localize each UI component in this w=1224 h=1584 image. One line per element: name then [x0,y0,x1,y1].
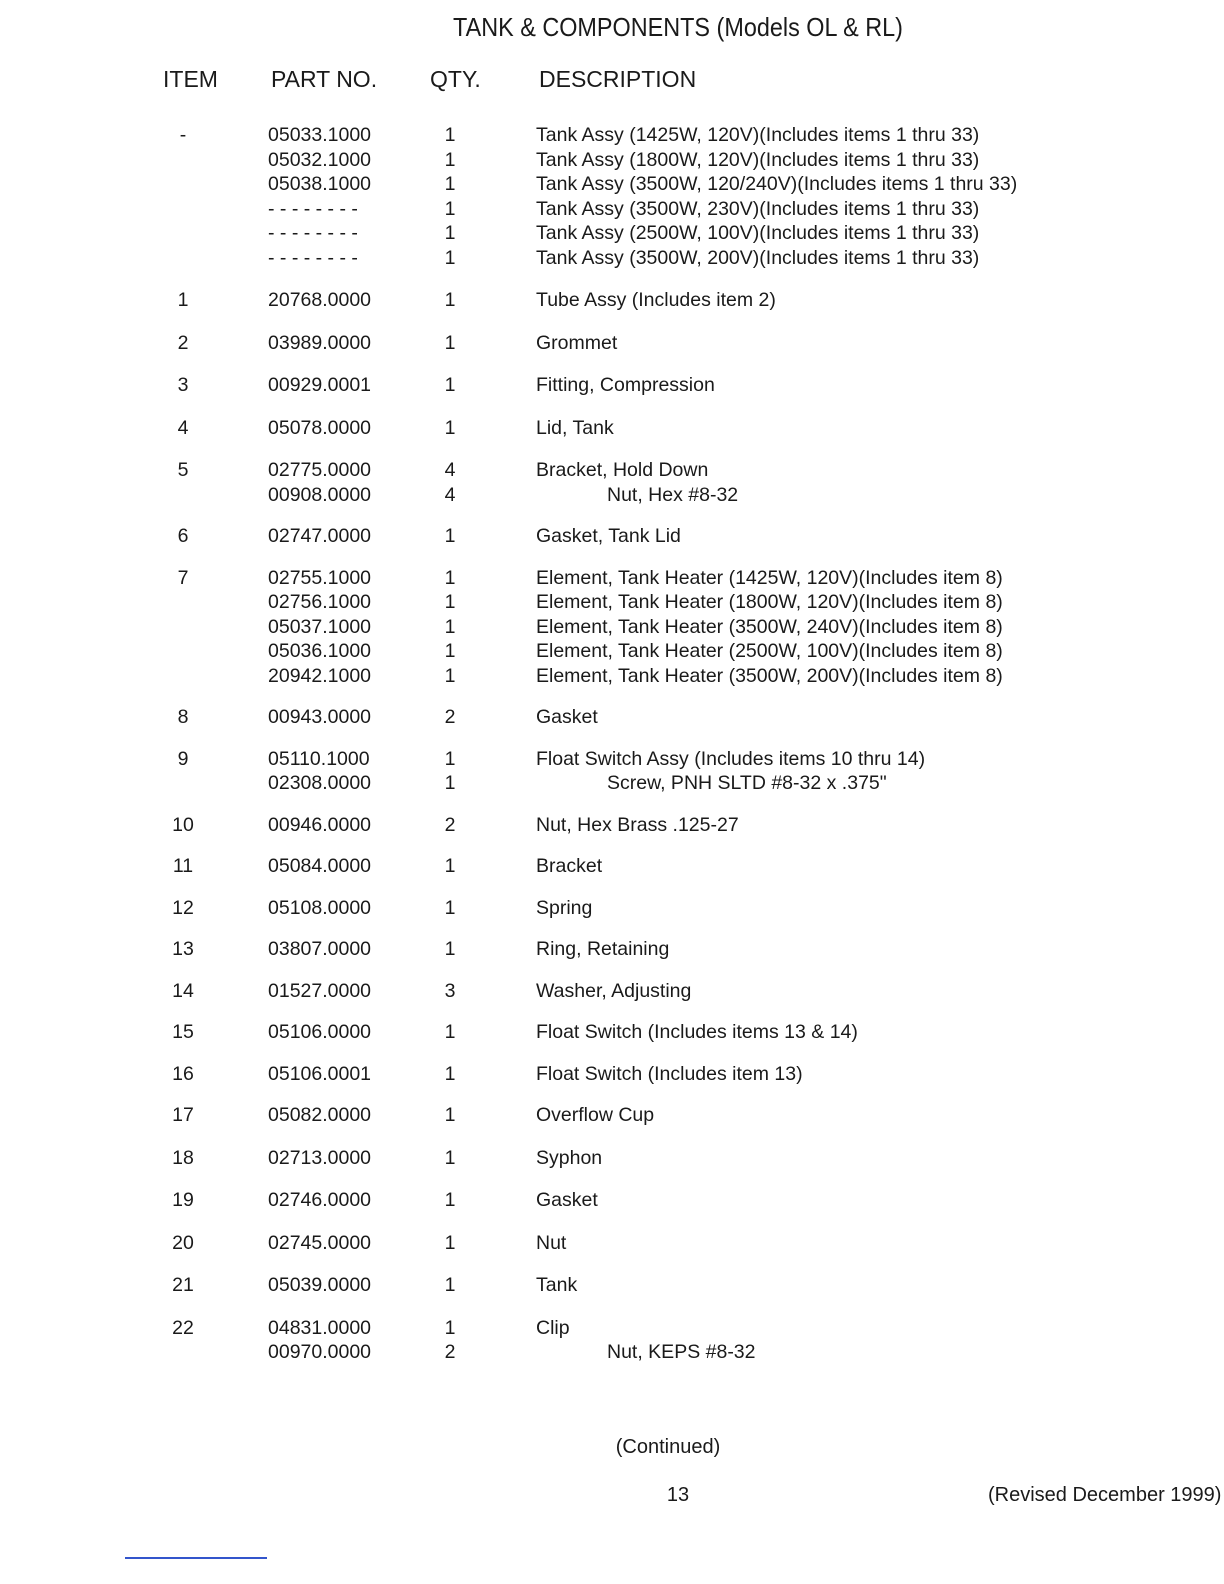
quantity: 1 [444,331,456,354]
list-item [0,524,1224,549]
part-number: 05082.0000 [268,1104,372,1126]
quantity: 1 [444,615,456,638]
item-number: 2 [177,331,189,354]
table-row [0,705,1224,730]
part-number: 02745.0000 [268,1231,372,1254]
item-number: 18 [172,1146,194,1169]
quantity: 1 [444,640,456,662]
table-row [0,1062,1224,1087]
table-row [0,854,1224,879]
part-number: - - - - - - - - [268,246,358,269]
part-number: 02755.1000 [268,566,372,589]
list-item [0,937,1224,962]
item-number: 7 [177,566,189,589]
list-item [0,197,1224,222]
description: Tank Assy (3500W, 230V)(Includes items 1 thru 33) [536,197,980,220]
description: Tank Assy (1800W, 120V)(Includes items 1 thru 33) [536,148,980,171]
quantity: 1 [444,246,456,269]
table-row [0,1103,1224,1128]
quantity: 1 [444,1104,456,1126]
description: Nut, Hex #8-32 [607,483,739,506]
list-item [0,288,1224,313]
parts-list [0,106,1224,1365]
table-row [0,979,1224,1004]
part-number: 05078.0000 [268,416,372,439]
description: Bracket, Hold Down [536,459,709,481]
description: Nut, KEPS #8-32 [607,1341,756,1363]
item-number: 8 [177,706,189,728]
description: Float Switch (Includes items 13 & 14) [536,1021,858,1043]
quantity: 1 [444,591,456,613]
list-item [0,639,1224,664]
table-row [0,288,1224,313]
quantity: 1 [444,1231,456,1254]
part-number: 02746.0000 [268,1189,372,1211]
revision-note: (Revised December 1999) [988,1484,1222,1506]
part-number: 00929.0001 [268,374,372,396]
quantity: 1 [444,1021,456,1043]
table-row [0,747,1224,796]
list-item [0,1146,1224,1171]
description: Spring [536,896,593,919]
description: Element, Tank Heater (3500W, 200V)(Includes item 8) [536,664,1003,687]
list-item [0,1316,1224,1341]
table-row [0,1020,1224,1045]
part-number: 02713.0000 [268,1146,372,1169]
quantity: 1 [444,374,456,396]
description: Gasket [536,706,598,728]
list-item [0,854,1224,879]
description: Float Switch Assy (Includes items 10 thru 14) [536,747,926,770]
table-row [0,1316,1224,1365]
list-item [0,979,1224,1004]
header-part-no: PART NO. [271,66,378,92]
table-row [0,937,1224,962]
footer-rule [125,1557,267,1559]
description: Tank [536,1274,578,1296]
part-number: 05106.0000 [268,1021,372,1043]
list-item [0,483,1224,508]
list-item [0,1273,1224,1298]
item-number: 4 [177,416,189,439]
item-number: 13 [172,938,194,960]
part-number: 05110.1000 [268,747,370,770]
item-number: 12 [172,896,194,919]
table-row [0,524,1224,549]
part-number: 02775.0000 [268,459,372,481]
item-number: 5 [177,459,189,481]
list-item [0,615,1224,640]
list-item [0,896,1224,921]
description: Tube Assy (Includes item 2) [536,289,776,311]
quantity: 1 [444,566,456,589]
item-number: 1 [177,289,189,311]
page-title: TANK & COMPONENTS (Models OL & RL) [453,12,903,42]
list-item [0,1020,1224,1045]
item-number: 9 [177,747,189,770]
part-number: 05032.1000 [268,148,372,171]
table-row [0,1273,1224,1298]
part-number: - - - - - - - - [268,222,358,244]
quantity: 2 [444,813,456,836]
quantity: 1 [444,416,456,439]
part-number: 00908.0000 [268,483,372,506]
item-number: 21 [172,1274,194,1296]
quantity: 1 [444,772,456,794]
quantity: 1 [444,896,456,919]
description: Tank Assy (3500W, 200V)(Includes items 1 thru 33) [536,246,980,269]
list-item [0,331,1224,356]
part-number: 05033.1000 [268,124,372,146]
table-row [0,896,1224,921]
list-item [0,172,1224,197]
item-number: 16 [172,1062,194,1085]
description: Element, Tank Heater (1425W, 120V)(Includes item 8) [536,566,1003,589]
page-number: 13 [666,1484,690,1506]
part-number: - - - - - - - - [268,197,358,220]
table-row [0,373,1224,398]
quantity: 4 [444,483,456,506]
description: Tank Assy (3500W, 120/240V)(Includes items 1 thru 33) [536,173,1018,195]
quantity: 2 [444,1341,456,1363]
table-row [0,813,1224,838]
item-number: 20 [172,1231,194,1254]
part-number: 02747.0000 [268,525,372,547]
table-row [0,331,1224,356]
description: Nut, Hex Brass .125-27 [536,813,739,836]
quantity: 1 [444,289,456,311]
part-number: 05036.1000 [268,640,372,662]
table-row [0,416,1224,441]
list-item [0,221,1224,246]
description: Screw, PNH SLTD #8-32 x .375" [607,772,887,794]
part-number: 05037.1000 [268,615,372,638]
description: Element, Tank Heater (1800W, 120V)(Includes item 8) [536,591,1003,613]
item-number: 19 [172,1189,194,1211]
quantity: 2 [444,706,456,728]
description: Tank Assy (1425W, 120V)(Includes items 1 thru 33) [536,124,980,146]
description: Gasket [536,1189,598,1211]
item-number: 15 [172,1021,194,1043]
quantity: 1 [444,148,456,171]
header-description: DESCRIPTION [539,66,697,92]
item-number: 3 [177,374,189,396]
table-row [0,1188,1224,1213]
quantity: 1 [444,124,456,146]
part-number: 00946.0000 [268,813,372,836]
list-item [0,1103,1224,1128]
part-number: 00943.0000 [268,706,372,728]
description: Overflow Cup [536,1104,655,1126]
quantity: 1 [444,525,456,547]
list-item [0,458,1224,483]
description: Ring, Retaining [536,938,670,960]
quantity: 1 [444,938,456,960]
part-number: 05108.0000 [268,896,372,919]
quantity: 1 [444,222,456,244]
list-item [0,373,1224,398]
quantity: 1 [444,1189,456,1211]
list-item [0,705,1224,730]
part-number: 02756.1000 [268,591,372,613]
part-number: 05039.0000 [268,1274,372,1296]
list-item [0,1231,1224,1256]
description: Fitting, Compression [536,374,715,396]
list-item [0,1062,1224,1087]
continued-note: (Continued) [615,1436,721,1458]
quantity: 1 [444,1146,456,1169]
header-qty: QTY. [430,66,481,92]
part-number: 03989.0000 [268,331,372,354]
quantity: 3 [444,979,456,1002]
table-row [0,458,1224,507]
part-number: 20942.1000 [268,664,372,687]
quantity: 1 [444,855,456,877]
list-item [0,566,1224,591]
part-number: 04831.0000 [268,1316,372,1339]
item-number: - [179,124,187,146]
table-row [0,566,1224,689]
description: Gasket, Tank Lid [536,525,681,547]
list-item [0,1188,1224,1213]
list-item [0,148,1224,173]
part-number: 02308.0000 [268,772,372,794]
list-item [0,1340,1224,1365]
item-number: 14 [172,979,194,1002]
description: Nut [536,1231,567,1254]
part-number: 00970.0000 [268,1341,372,1363]
quantity: 1 [444,197,456,220]
list-item [0,771,1224,796]
quantity: 1 [444,1062,456,1085]
part-number: 05084.0000 [268,855,372,877]
table-row [0,1231,1224,1256]
quantity: 4 [444,459,456,481]
list-item [0,813,1224,838]
description: Element, Tank Heater (3500W, 240V)(Includes item 8) [536,615,1003,638]
description: Washer, Adjusting [536,979,692,1002]
description: Tank Assy (2500W, 100V)(Includes items 1 thru 33) [536,222,980,244]
description: Grommet [536,331,618,354]
part-number: 05038.1000 [268,173,372,195]
part-number: 01527.0000 [268,979,372,1002]
list-item [0,590,1224,615]
item-number: 6 [177,525,189,547]
quantity: 1 [444,1274,456,1296]
quantity: 1 [444,747,456,770]
list-item [0,246,1224,271]
table-row [0,123,1224,270]
list-item [0,664,1224,689]
part-number: 03807.0000 [268,938,372,960]
item-number: 22 [172,1316,194,1339]
part-number: 20768.0000 [268,289,372,311]
list-item [0,123,1224,148]
description: Element, Tank Heater (2500W, 100V)(Includes item 8) [536,640,1003,662]
list-item [0,416,1224,441]
list-item [0,747,1224,772]
description: Syphon [536,1146,603,1169]
quantity: 1 [444,173,456,195]
header-item: ITEM [163,66,218,92]
description: Float Switch (Includes item 13) [536,1062,803,1085]
description: Clip [536,1316,570,1339]
quantity: 1 [444,664,456,687]
table-row [0,1146,1224,1171]
description: Lid, Tank [536,416,614,439]
description: Bracket [536,855,603,877]
part-number: 05106.0001 [268,1062,372,1085]
quantity: 1 [444,1316,456,1339]
item-number: 11 [172,855,194,877]
item-number: 17 [172,1104,194,1126]
item-number: 10 [172,813,194,836]
